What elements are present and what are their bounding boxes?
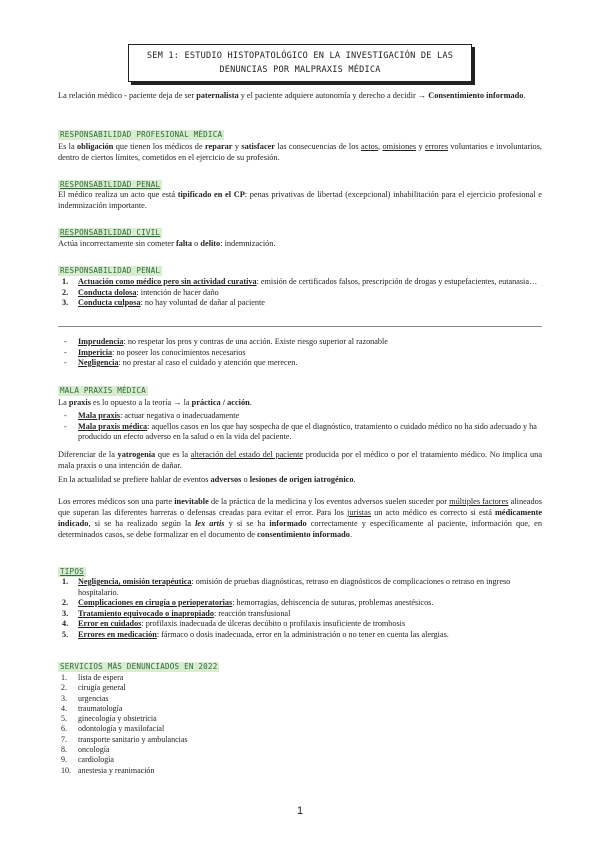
list-item <box>58 683 542 693</box>
list-marker: 9. <box>61 755 67 765</box>
list-item-text: : fármaco o dosis inadecuada, error en la administración o no tener en cuenta las alergias. <box>156 629 449 639</box>
list-item-text: lista de espera <box>78 673 124 682</box>
list-item-term: Error en cuidados <box>78 619 142 628</box>
list-item-text: cirugía general <box>78 683 126 693</box>
list-item-term: Impericia <box>78 347 113 357</box>
responsabilidad-civil-text: Actúa incorrectamente sin cometer falta o delito: indemnización. <box>58 239 276 248</box>
list-item-text: : aquellos casos en los que hay sospecha de que el diagnóstico, tratamiento o cuidado médico no ha sido adecuado y ha producido un efecto adverso en la salud o en la vida del paciente. <box>78 421 537 441</box>
list-item-text: cardiología <box>78 755 114 765</box>
list-marker: 5. <box>61 714 67 724</box>
list-item <box>58 348 542 359</box>
page-title <box>128 44 472 82</box>
list-item-term: Actuación como médico pero sin actividad curativa <box>78 277 257 286</box>
list-item <box>58 704 542 714</box>
section-heading: SERVICIOS MÁS DENUNCIADOS EN 2022 <box>60 662 218 671</box>
section-heading: TIPOS <box>60 567 84 576</box>
list-marker: 2. <box>62 287 69 297</box>
tipos-list <box>58 577 542 640</box>
intro-paragraph: La relación médico - paciente deja de ser paternalista y el paciente adquiere autonomía y derecho a decidir → Consentimiento informado. <box>58 91 526 100</box>
list-item <box>58 673 542 683</box>
mala-praxis-p4: Los errores médicos son una parte inevitable de la práctica de la medicina y los eventos adversos suelen suceder por múltiples factores alineados que superan las diferentes barreras o defensas creadas para evitar el error. Para los juristas un acto médico es correcto si está médicamente indicado, si se ha realizado según la lex artis y si se ha informado correctamente y específicamente al paciente, información que, en determinados casos, se debe formalizar en el documento de consentimiento informado. <box>58 497 543 539</box>
mala-praxis-list <box>58 411 542 443</box>
list-item <box>58 598 542 609</box>
divider <box>58 326 542 327</box>
list-marker: 1. <box>62 277 69 286</box>
list-item <box>58 630 542 641</box>
list-marker: 1. <box>62 577 69 586</box>
list-item <box>58 422 542 443</box>
list-marker: 3. <box>62 298 69 307</box>
list-marker: 8. <box>61 745 67 755</box>
list-item <box>58 577 542 598</box>
list-item <box>58 411 542 422</box>
list-item <box>58 609 542 620</box>
list-marker: 4. <box>62 619 69 628</box>
list-item <box>58 298 542 309</box>
list-marker: 6. <box>61 724 67 734</box>
list-item-term: Negligencia, omisión terapéutica <box>78 577 192 586</box>
list-item <box>58 694 542 704</box>
section-responsabilidad-penal-tipos <box>58 260 542 278</box>
list-item <box>58 714 542 724</box>
list-marker: - <box>64 411 67 420</box>
section-servicios <box>58 656 542 674</box>
list-item <box>58 745 542 755</box>
list-item <box>58 358 542 369</box>
section-heading: MALA PRAXIS MÉDICA <box>60 386 146 395</box>
list-item-text: : emisión de certificados falsos, prescripción de drogas y estupefacientes, eutanasia… <box>256 277 538 286</box>
responsabilidad-profesional-text: Es la obligación que tienen los médicos de reparar y satisfacer las consecuencias de los actos, omisiones y errores voluntarios e involuntarios, dentro de ciertos límites, cometidos en el ejercicio de su profesión. <box>58 142 542 162</box>
list-item-text: urgencias <box>78 693 109 703</box>
document-page <box>58 44 543 775</box>
list-marker: 3. <box>62 608 69 618</box>
list-item-term: Errores en medicación <box>78 629 157 639</box>
list-item <box>58 735 542 745</box>
list-item <box>58 724 542 734</box>
mala-praxis-p1: La praxis es lo opuesto a la teoría → la práctica / acción. <box>58 398 252 407</box>
section-responsabilidad-profesional <box>58 124 542 142</box>
list-marker: 1. <box>61 673 67 682</box>
penal-list <box>58 277 542 309</box>
section-heading: RESPONSABILIDAD PROFESIONAL MÉDICA <box>60 130 223 139</box>
list-marker: - <box>64 358 67 367</box>
list-item-text: : intención de hacer daño <box>136 287 219 297</box>
list-item <box>58 755 542 765</box>
list-item <box>58 288 542 299</box>
list-item-text: : reacción transfusional <box>213 608 291 618</box>
list-marker: - <box>64 421 67 431</box>
list-item-text: : profilaxis inadecuada de úlceras decúbito o profilaxis insuficiente de trombosis <box>141 619 406 628</box>
list-item-text: : hemorragias, dehiscencia de suturas, problemas anestésicos. <box>232 598 434 607</box>
list-marker: - <box>64 347 67 357</box>
list-marker: 5. <box>62 629 69 639</box>
list-item-text: odontología y maxilofacial <box>78 724 165 734</box>
list-item-term: Negligencia <box>78 358 119 367</box>
culposa-sublist <box>58 337 542 369</box>
list-item-term: Tratamiento equivocado o inapropiado <box>78 608 214 618</box>
list-item-term: Imprudencia <box>78 337 124 346</box>
list-item-text: traumatología <box>78 703 123 713</box>
section-heading: RESPONSABILIDAD CIVIL <box>60 228 161 237</box>
list-item-text: : no prestar al caso el cuidado y atención que merecen. <box>118 358 298 367</box>
list-marker: - <box>64 337 67 346</box>
section-heading: RESPONSABILIDAD PENAL <box>60 266 161 275</box>
list-item-text: anestesia y reanimación <box>78 765 155 775</box>
list-item <box>58 277 542 288</box>
section-mala-praxis <box>58 380 542 398</box>
mala-praxis-p3: En la actualidad se prefiere hablar de eventos adversos o lesiones de origen iatrogénico. <box>58 475 356 484</box>
section-heading: RESPONSABILIDAD PENAL <box>60 180 161 189</box>
list-item-text: : omisión de pruebas diagnósticas, retraso en diagnósticos de complicaciones o retraso en ingreso hospitalario. <box>78 577 511 597</box>
list-marker: 10. <box>61 765 71 775</box>
page-number: 1 <box>296 805 304 817</box>
list-marker: 2. <box>62 598 69 607</box>
servicios-list <box>58 673 542 776</box>
list-item-term: Mala praxis médica <box>78 421 148 431</box>
list-marker: 2. <box>61 683 67 693</box>
list-marker: 7. <box>61 734 67 744</box>
list-item-text: : no hay voluntad de dañar al paciente <box>140 298 265 307</box>
title-line-2: DENUNCIAS POR MALPRAXIS MÉDICA <box>219 65 381 75</box>
list-item-text: transporte sanitario y ambulancias <box>78 734 188 744</box>
list-item <box>58 337 542 348</box>
list-item-term: Conducta dolosa <box>78 287 137 297</box>
list-item-term: Complicaciones en cirugía o perioperatorias <box>78 598 233 607</box>
list-item <box>58 766 542 776</box>
list-item-text: oncología <box>78 745 110 755</box>
list-marker: 4. <box>61 703 67 713</box>
responsabilidad-penal-text: El médico realiza un acto que está tipificado en el CP: penas privativas de libertad (excepcional) inhabilitación para el ejercicio profesional e indemnización importante. <box>58 190 542 210</box>
list-marker: 3. <box>61 693 67 703</box>
list-item-text: : actuar negativa o inadecuadamente <box>120 411 240 420</box>
list-item-text: ginecología y obstetricia <box>78 714 157 724</box>
list-item-text: : no poseer los conocimientos necesarios <box>112 347 246 357</box>
mala-praxis-p2: Diferenciar de la yatrogenia que es la alteración del estado del paciente producida por el médico o por el tratamiento médico. No implica una mala praxis o una intención de dañar. <box>58 450 543 470</box>
list-item-text: : no respetar los pros y contras de una acción. Existe riesgo superior al razonable <box>123 337 388 346</box>
title-line-1: SEM 1: ESTUDIO HISTOPATOLÓGICO EN LA INVESTIGACIÓN DE LAS <box>146 51 454 61</box>
list-item-term: Mala praxis <box>78 411 121 420</box>
list-item <box>58 619 542 630</box>
list-item-term: Conducta culposa <box>78 298 141 307</box>
